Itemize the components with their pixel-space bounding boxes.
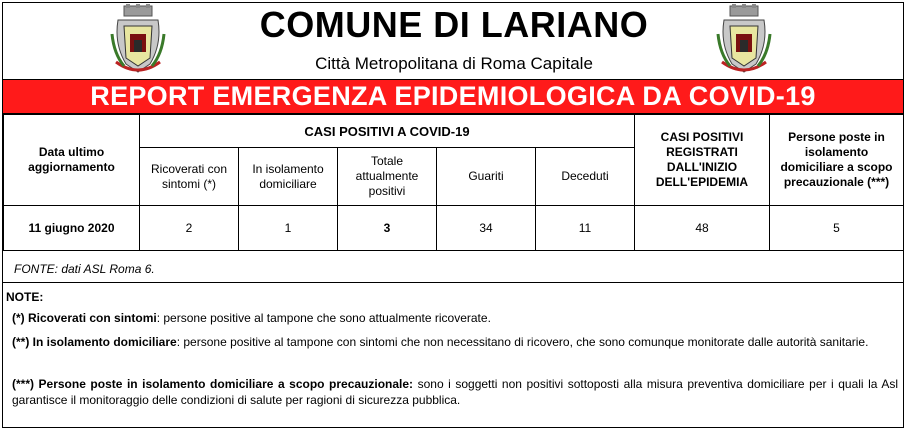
header-healed: Guariti bbox=[437, 148, 536, 206]
note-text: : persone positive al tampone con sintomi che non necessitano di ricovero, che sono comunque monitorate dalle autorità sanitarie. bbox=[176, 335, 869, 349]
note-term: (**) In isolamento domiciliare bbox=[12, 335, 177, 349]
header-registered: CASI POSITIVI REGISTRATI DALL'INIZIO DELL'EPIDEMIA bbox=[635, 115, 770, 206]
page-subtitle: Città Metropolitana di Roma Capitale bbox=[315, 54, 593, 73]
note-term: (*) Ricoverati con sintomi bbox=[12, 311, 157, 325]
covid-report-table bbox=[3, 114, 904, 251]
cell-date: 11 giugno 2020 bbox=[4, 206, 140, 251]
header-hospitalized: Ricoverati con sintomi (*) bbox=[140, 148, 239, 206]
header-isolation: Persone poste in isolamento domiciliare a scopo precauzionale (***) bbox=[770, 115, 904, 206]
divider bbox=[3, 282, 903, 283]
note-term: (***) Persone poste in isolamento domiciliare a scopo precauzionale: bbox=[12, 377, 414, 391]
notes-heading: NOTE: bbox=[6, 290, 44, 304]
page-title: COMUNE DI LARIANO bbox=[259, 4, 649, 45]
report-banner: REPORT EMERGENZA EPIDEMIOLOGICA DA COVID-19 bbox=[3, 79, 903, 114]
note-hospitalized bbox=[12, 310, 898, 326]
cell-deaths: 11 bbox=[536, 206, 635, 251]
cell-isolation: 5 bbox=[770, 206, 904, 251]
note-home-isolation bbox=[12, 334, 898, 350]
cell-hospitalized: 2 bbox=[140, 206, 239, 251]
header-home-isolation: In isolamento domiciliare bbox=[239, 148, 338, 206]
note-text: : persone positive al tampone che sono attualmente ricoverate. bbox=[156, 311, 491, 325]
header-positive-cases: CASI POSITIVI A COVID-19 bbox=[140, 115, 635, 148]
cell-home-isolation: 1 bbox=[239, 206, 338, 251]
cell-registered: 48 bbox=[635, 206, 770, 251]
cell-total-positive: 3 bbox=[338, 206, 437, 251]
note-text: sono i soggetti non positivi sottoposti alla misura preventiva domiciliare per i quali la Asl garantisce il monitoraggio delle condizioni di salute per ragioni di sicurezza pubblica. bbox=[12, 377, 899, 407]
source-note: FONTE: dati ASL Roma 6. bbox=[14, 262, 155, 276]
header-date: Data ultimo aggiornamento bbox=[4, 115, 140, 206]
note-precautionary-isolation bbox=[12, 376, 898, 408]
cell-healed: 34 bbox=[437, 206, 536, 251]
header-deaths: Deceduti bbox=[536, 148, 635, 206]
header-total-positive: Totale attualmente positivi bbox=[338, 148, 437, 206]
